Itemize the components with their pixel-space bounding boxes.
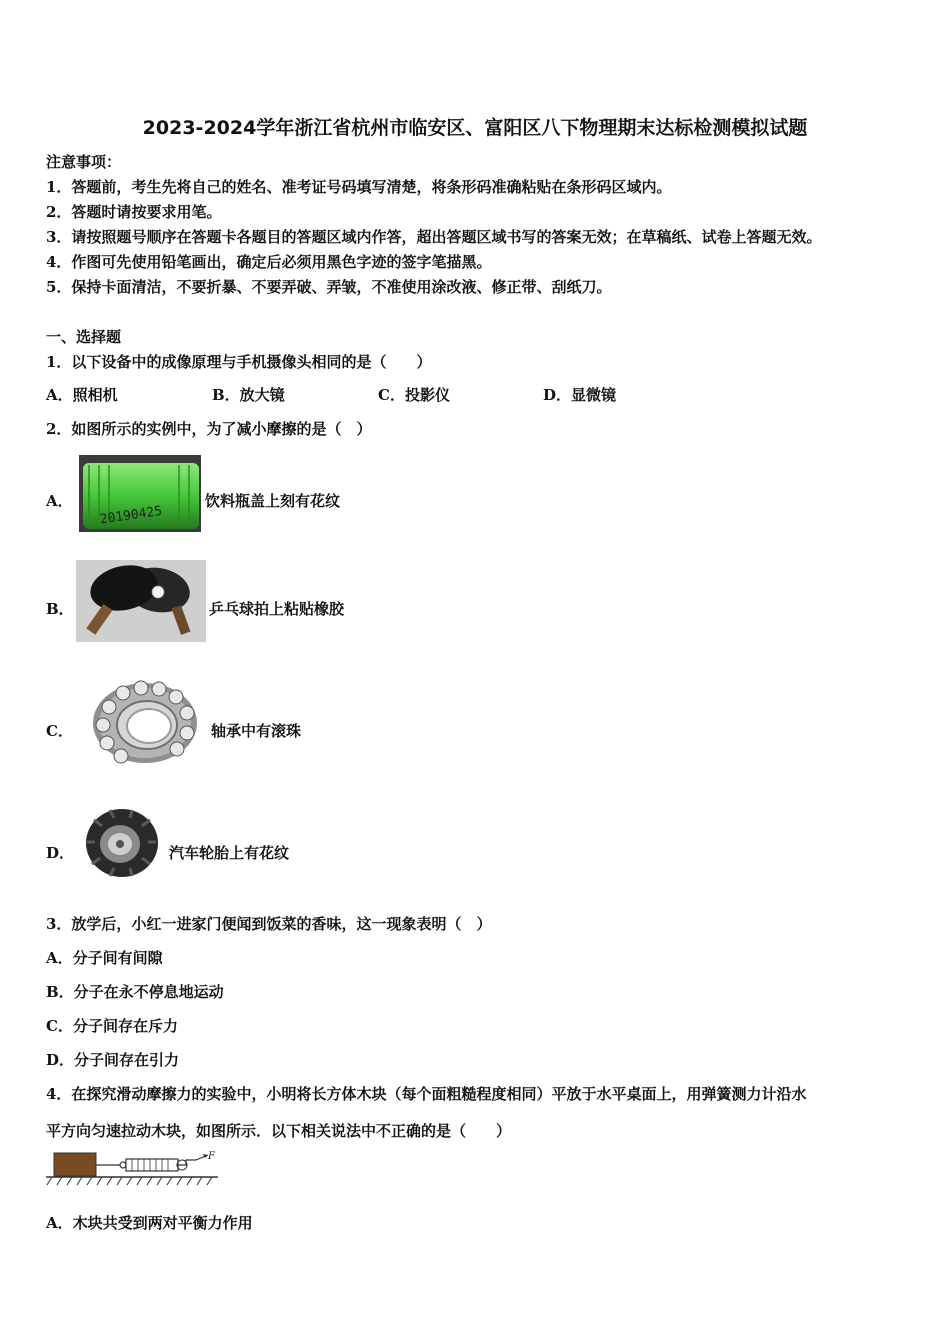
option-b: B．放大镜 [212, 386, 285, 404]
question-stem: 2．如图所示的实例中，为了减小摩擦的是（ ） [46, 420, 372, 438]
option-a: A．木块共受到两对平衡力作用 [46, 1214, 253, 1232]
notice-item: 1．答题前，考生先将自己的姓名、准考证号码填写清楚，将条形码准确粘贴在条形码区域内。 [46, 178, 672, 196]
tire-image [80, 806, 160, 879]
option-b: B．分子在永不停息地运动 [46, 983, 224, 1001]
question-stem: 1．以下设备中的成像原理与手机摄像头相同的是（ ） [46, 353, 432, 371]
notice-item: 3．请按照题号顺序在答题卡各题目的答题区域内作答，超出答题区域书写的答案无效；在草稿纸、试卷上答题无效。 [46, 228, 822, 246]
option-c: C．投影仪 [378, 386, 450, 404]
option-d: D．分子间存在引力 [46, 1051, 180, 1069]
question-stem: 4．在探究滑动摩擦力的实验中，小明将长方体木块（每个面粗糙程度相同）平放于水平桌面上，用弹簧测力计沿水 [46, 1085, 807, 1103]
notice-item: 4．作图可先使用铅笔画出，确定后必须用黑色字迹的签字笔描黑。 [46, 253, 492, 271]
notice-heading: 注意事项： [46, 153, 122, 171]
question-stem-continued: 平方向匀速拉动木块，如图所示．以下相关说法中不正确的是（ ） [46, 1122, 512, 1140]
cap-print-text: 20190425 [98, 503, 164, 528]
option-label: C． [46, 722, 73, 740]
notice-item: 2．答题时请按要求用笔。 [46, 203, 222, 221]
ball-bearing-image [79, 677, 201, 767]
option-a: A．照相机 [46, 386, 118, 404]
option-c: C．分子间存在斥力 [46, 1017, 178, 1035]
friction-experiment-diagram [46, 1149, 220, 1189]
question-stem: 3．放学后，小红一进家门便闻到饭菜的香味，这一现象表明（ ） [46, 915, 492, 933]
option-label: A． [46, 492, 73, 510]
option-text: 饮料瓶盖上刻有花纹 [205, 492, 341, 510]
option-a: A．分子间有间隙 [46, 949, 163, 967]
option-label: D． [46, 844, 75, 862]
section-heading: 一、选择题 [46, 328, 122, 346]
notice-item: 5．保持卡面清洁，不要折暴、不要弄破、弄皱，不准使用涂改液、修正带、刮纸刀。 [46, 278, 612, 296]
ping-pong-paddle-image [76, 560, 206, 642]
page-title: 2023-2024学年浙江省杭州市临安区、富阳区八下物理期末达标检测模拟试题 [142, 117, 808, 139]
option-text: 乒乓球拍上粘贴橡胶 [209, 600, 345, 618]
option-label: B． [46, 600, 74, 618]
option-d: D．显微镜 [543, 386, 617, 404]
option-text: 汽车轮胎上有花纹 [169, 844, 290, 862]
bottle-cap-image [79, 455, 201, 532]
option-text: 轴承中有滚珠 [211, 722, 302, 740]
force-label: F [208, 1151, 215, 1162]
